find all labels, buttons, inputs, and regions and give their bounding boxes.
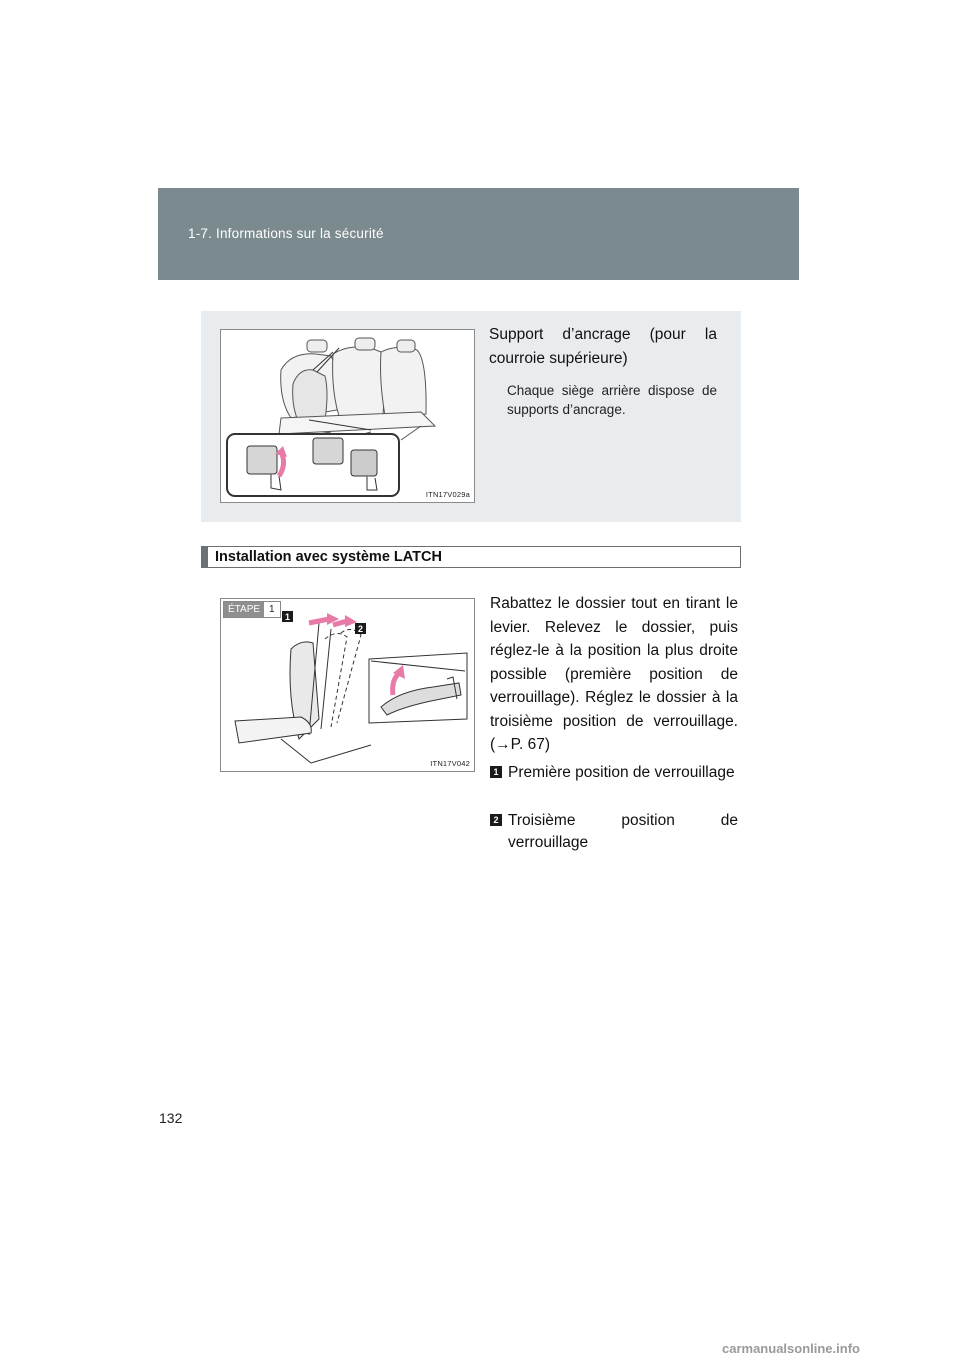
watermark-text: carmanualsonline.info <box>722 1341 860 1356</box>
header-band <box>158 188 799 280</box>
step-label: ÉTAPE <box>224 602 264 617</box>
figure-code: ITN17V029a <box>425 490 470 499</box>
item-text: Troisième position de verrouillage <box>508 812 738 851</box>
anchor-description: Chaque siège arrière dispose de supports d’ancrage. <box>507 383 717 417</box>
seat-recline-drawing <box>221 599 474 771</box>
list-item <box>490 810 738 854</box>
step-instruction: Rabattez le dossier tout en tirant le levier. Relevez le dossier, puis réglez-le à la position la plus droite possible (première position de verrouillage). Réglez le dossier à la troisième position de verrouillage. (→P. 67) <box>490 595 738 753</box>
page-number: 132 <box>159 1110 183 1126</box>
step-number: 1 <box>264 602 280 617</box>
step-badge <box>223 601 281 618</box>
list-item <box>490 762 738 784</box>
latch-illustration <box>220 598 475 772</box>
anchor-title: Support d’ancrage (pour la courroie supérieure) <box>489 326 717 367</box>
svg-text:2: 2 <box>357 624 364 634</box>
item-number-badge: 1 <box>490 766 502 778</box>
svg-text:1: 1 <box>284 612 291 622</box>
anchor-info-box <box>201 311 741 522</box>
anchor-info-text <box>489 323 717 419</box>
item-text: Première position de verrouillage <box>508 764 735 781</box>
latch-section-heading <box>201 546 741 568</box>
rear-seats-drawing <box>221 330 474 502</box>
item-number-badge: 2 <box>490 814 502 826</box>
figure-code: ITN17V042 <box>430 759 470 768</box>
heading-text: Installation avec système LATCH <box>215 549 442 565</box>
anchor-illustration <box>220 329 475 503</box>
section-title: 1-7. Informations sur la sécurité <box>188 226 384 241</box>
heading-accent-bar <box>202 547 208 567</box>
